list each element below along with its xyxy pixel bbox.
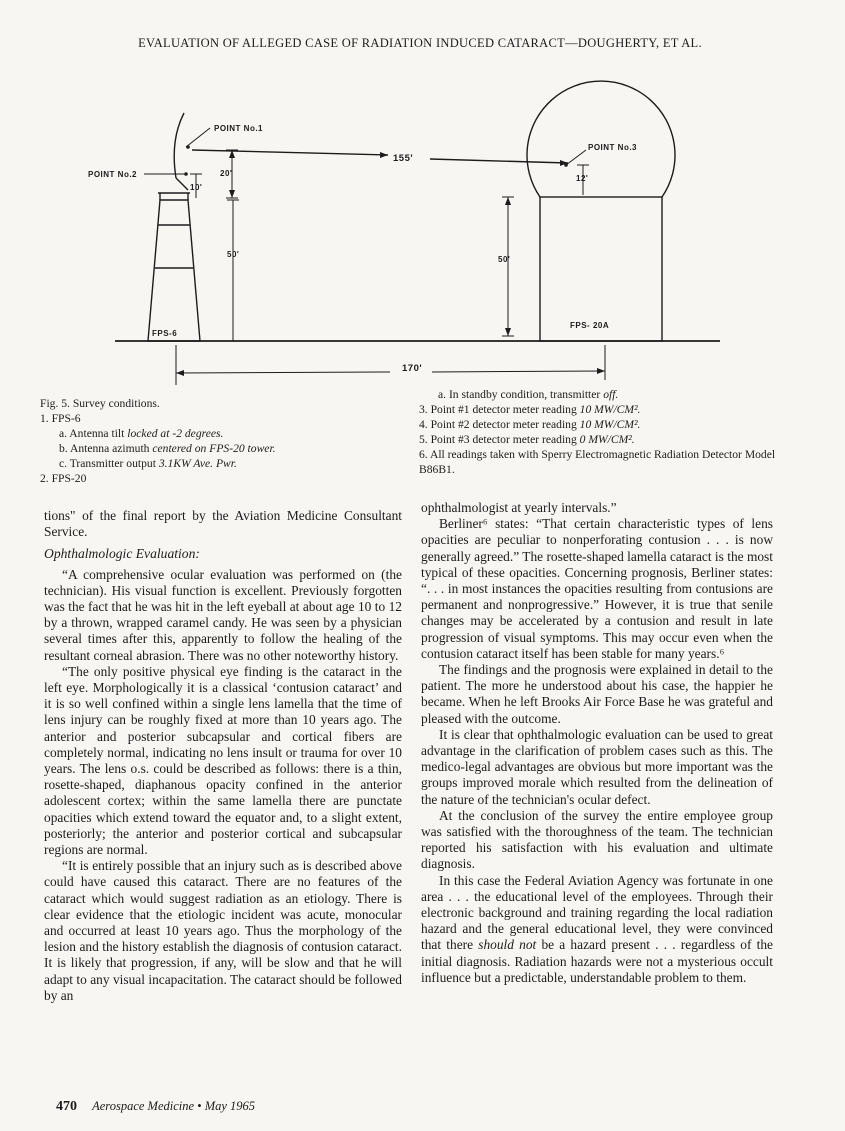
label-12: 12' <box>576 174 589 183</box>
label-fps6: FPS-6 <box>152 329 178 338</box>
section-heading: Ophthalmologic Evaluation: <box>44 546 200 562</box>
running-header: EVALUATION OF ALLEGED CASE OF RADIATION INDUCED CATARACT—DOUGHERTY, ET AL. <box>138 36 702 50</box>
right-paragraph-4: At the conclusion of the survey the entire employee group was satisfied with the thoroughness of the team. The technician reported his satisfaction with his evaluation and ultimate diagnosis. <box>421 807 773 872</box>
caption-item-1b: b. Antenna azimuth centered on FPS-20 tower. <box>59 442 276 455</box>
label-50-right: 50' <box>498 255 511 264</box>
page-number: 470 <box>56 1099 77 1114</box>
fps6-tower <box>148 113 203 341</box>
distance-155-line-left <box>192 150 388 155</box>
right-paragraph-0: ophthalmologist at yearly intervals.” <box>421 500 617 515</box>
figure-caption-right <box>419 387 779 477</box>
caption-item-5: 5. Point #3 detector meter reading 0 MW/CM². <box>419 433 635 446</box>
label-point3: POINT No.3 <box>588 143 638 152</box>
left-paragraph-0: tions" of the final report by the Aviation Medicine Consultant Service. <box>44 508 402 540</box>
caption-item-2: 2. FPS-20 <box>40 472 87 485</box>
label-fps20a: FPS- 20A <box>570 321 610 330</box>
caption-title: Fig. 5. Survey conditions. <box>40 397 160 410</box>
label-155: 155' <box>393 153 414 164</box>
left-column <box>44 508 402 1004</box>
left-paragraph-1: “A comprehensive ocular evaluation was performed on (the technician). His visual function is excellent. Previously forgotten was the fact that he was hit in the left eyeball at about age 10 to 12 by a thrown, wrapped caramel candy. He was seen by a physician several times after this, apparently to follow the healing of the resultant corneal abrasion. There was no other noteworthy history. <box>44 566 402 663</box>
fps20a-tower <box>527 81 675 341</box>
caption-item-6: 6. All readings taken with Sperry Electromagnetic Radiation Detector Model B86B1. <box>419 448 776 476</box>
caption-item-4: 4. Point #2 detector meter reading 10 MW/CM². <box>419 418 641 431</box>
survey-diagram <box>0 0 845 390</box>
caption-item-1: 1. FPS-6 <box>40 412 81 425</box>
label-point1: POINT No.1 <box>214 124 264 133</box>
label-10: 10' <box>190 183 203 192</box>
distance-155-line-right <box>430 159 568 163</box>
right-paragraph-1: Berliner⁶ states: “That certain characteristic types of lens opacities are peculiar to nonperforating contusion . . . is now generally agreed.” The rosette-shaped lamella cataract is the most typical of these opacities. Concerning prognosis, Berliner states: “. . . in most instances the opacities resulting from contusions are permanent and nonprogressive.” However, it is true that senile changes may be accelerated by a contusion and result in late progression of visual symptoms. This may occur even when the contusion cataract itself has been stable for many years.⁶ <box>421 516 773 661</box>
caption-item-2a: a. In standby condition, transmitter off. <box>438 388 619 401</box>
label-170: 170' <box>402 363 423 374</box>
left-paragraph-2: “The only positive physical eye finding is the cataract in the left eye. Morphologically it is a classical ‘contusion cataract’ and it is so well confined within a single lens lamella that the time of lens injury can be roughly fixed at more than 10 years ago. The anterior and posterior subcapsular and cortical fibers are completely normal, indicating no lens insult or trauma for over 10 years. The lens o.s. could be described as follows: there is a thin, rosette-shaped, diaphanous opacity confined in the anterior adolescent cortex; within the same lamella there are punctate opacities which extend toward the equator and, to a slight extent, posteriorly; the anterior and posterior cortical and subcapsular regions are normal. <box>44 663 402 858</box>
label-20: 20' <box>220 169 233 178</box>
figure-caption-left <box>40 396 400 486</box>
journal-name: Aerospace Medicine <box>92 1099 195 1113</box>
label-point2: POINT No.2 <box>88 170 138 179</box>
caption-item-1c: c. Transmitter output 3.1KW Ave. Pwr. <box>59 457 237 470</box>
caption-item-1a: a. Antenna tilt locked at -2 degrees. <box>59 427 224 440</box>
right-paragraph-5: In this case the Federal Aviation Agency was fortunate in one area . . . the educational level of the employees. Through their electronic background and training regarding the local radiation hazard and the general educational level, they were convinced that there should not be a hazard present . . . regardless of the initial diagnosis. Radiation hazards were not a mysterious occult influence but a predictable, understandable problem to them. <box>421 872 773 985</box>
caption-item-3: 3. Point #1 detector meter reading 10 MW/CM². <box>419 403 641 416</box>
issue-date: May 1965 <box>204 1099 256 1113</box>
right-column <box>421 500 773 986</box>
right-paragraph-3: It is clear that ophthalmologic evaluation can be used to great advantage in the clarification of problem cases such as this. The medico-legal advantages are obvious but more important was the groups improved morale which resulted from the delineation of the nature of the technician's ocular defect. <box>421 726 773 807</box>
page-footer: 470 Aerospace Medicine • May 1965 <box>56 1099 256 1114</box>
left-paragraph-3: “It is entirely possible that an injury such as is described above could have caused this cataract. There are no features of the cataract which would suggest radiation as an etiology. There is clear evidence that the etiologic incident was acute, monocular and occurred at least 10 years ago. Thus the morphology of the lesion and the history establish the diagnosis of contusion cataract. It is likely that progression, if any, will be slow and that he will adapt to any visual incapacitation. The cataract should be followed by an <box>44 858 402 1003</box>
label-50-left: 50' <box>227 250 240 259</box>
right-paragraph-2: The findings and the prognosis were explained in detail to the patient. The more he understood about his case, the happier he became. When he left Brooks Air Force Base he was grateful and pleased with the outcome. <box>421 662 773 726</box>
